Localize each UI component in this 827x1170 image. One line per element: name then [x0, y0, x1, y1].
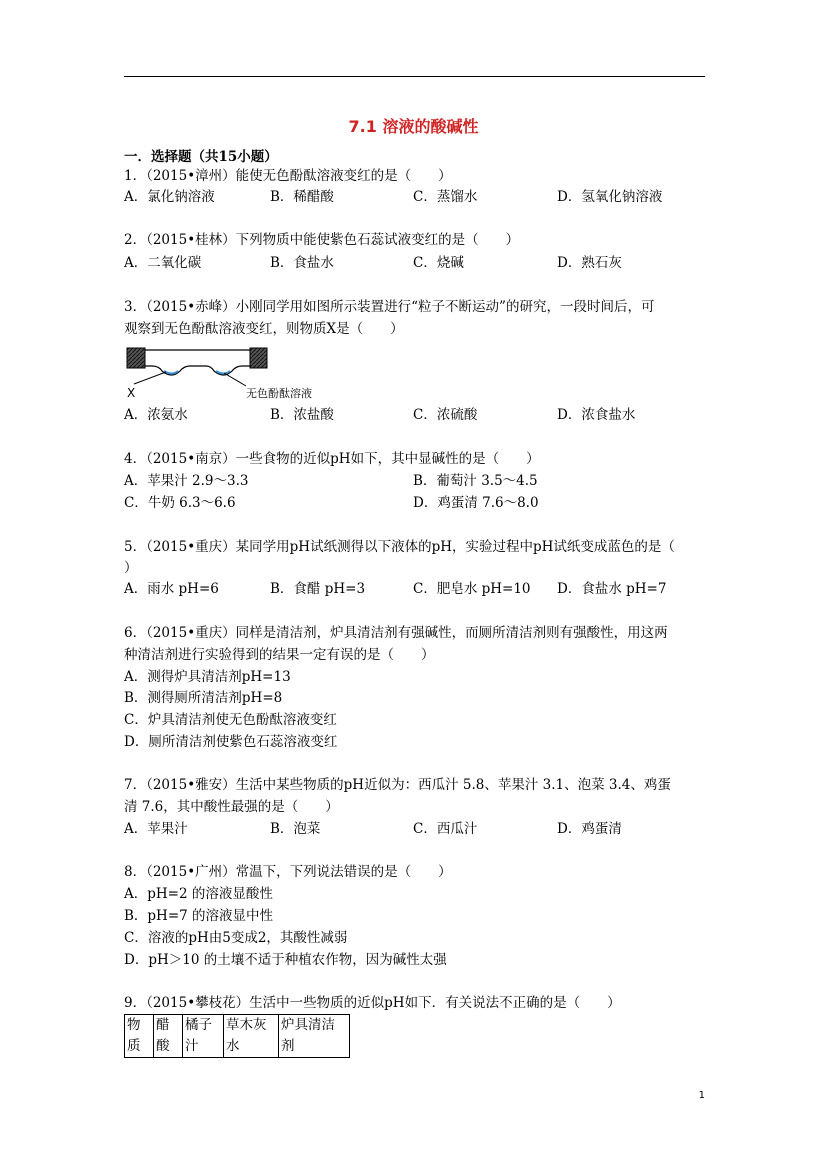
question-6-stem-line-1: 6．（2015•重庆）同样是清洁剂，炉具清洁剂有强碱性，而厕所清洁剂则有强酸性，用这两: [124, 625, 668, 641]
question-9-stem: 9．（2015•攀枝花）生活中一些物质的近似pH如下．有关说法不正确的是（ ）: [124, 995, 621, 1011]
question-2-option-a: A．二氧化碳: [124, 255, 202, 271]
table-cell: 炉具清洁剂: [279, 1015, 350, 1058]
question-6-option-c: C．炉具清洁剂使无色酚酞溶液变红: [124, 712, 337, 728]
x-pointer-line: [134, 372, 166, 384]
question-8-option-d: D．pH＞10 的土壤不适于种植农作物，因为碱性太强: [124, 952, 447, 968]
question-1-stem: 1．（2015•漳州）能使无色酚酞溶液变红的是（ ）: [124, 168, 452, 184]
question-2-stem: 2．（2015•桂林）下列物质中能使紫色石蕊试液变红的是（ ）: [124, 232, 520, 248]
question-1-option-b: B．稀醋酸: [270, 189, 334, 205]
question-4-option-d: D．鸡蛋清 7.6～8.0: [413, 495, 539, 511]
question-1-option-c: C．蒸馏水: [413, 189, 478, 205]
phenolphthalein-liquid-icon: [216, 371, 230, 374]
question-5-stem-line-2: ）: [124, 560, 138, 576]
question-3-stem-line-2: 观察到无色酚酞溶液变红，则物质X是（ ）: [124, 321, 404, 337]
question-2-option-b: B．食盐水: [270, 255, 334, 271]
question-7-option-c: C．西瓜汁: [413, 821, 478, 837]
table-cell: 醋酸: [154, 1015, 183, 1058]
left-stopper-icon: [127, 348, 145, 368]
question-4-option-a: A．苹果汁 2.9～3.3: [124, 473, 249, 489]
question-6-option-b: B．测得厕所清洁剂pH=8: [124, 690, 283, 706]
question-1-option-a: A．氯化钠溶液: [124, 189, 215, 205]
page-title: 7.1 溶液的酸碱性: [348, 117, 479, 136]
x-liquid-icon: [164, 371, 178, 374]
section-heading: 一．选择题（共15小题）: [124, 149, 278, 165]
question-7-option-a: A．苹果汁: [124, 821, 188, 837]
question-3-option-a: A．浓氨水: [124, 407, 188, 423]
question-5-option-b: B．食醋 pH=3: [270, 581, 366, 597]
question-3-apparatus-figure: [124, 345, 339, 401]
question-6-option-a: A．测得炉具清洁剂pH=13: [124, 669, 291, 685]
table-row: [125, 1015, 350, 1058]
right-stopper-icon: [250, 348, 267, 368]
header-rule: [124, 76, 705, 77]
table-cell: 草木灰水: [224, 1015, 279, 1058]
question-3-option-d: D．浓食盐水: [557, 407, 636, 423]
u-tube-icon: [145, 350, 250, 375]
question-5-option-c: C．肥皂水 pH=10: [413, 581, 531, 597]
label-x: X: [127, 386, 136, 400]
question-4-stem: 4．（2015•南京）一些食物的近似pH如下，其中显碱性的是（ ）: [124, 451, 540, 467]
question-4-option-c: C．牛奶 6.3～6.6: [124, 495, 236, 511]
question-3-stem-line-1: 3．（2015•赤峰）小刚同学用如图所示装置进行“粒子不断运动”的研究，一段时间后，可: [124, 299, 655, 315]
question-8-stem: 8．（2015•广州）常温下，下列说法错误的是（ ）: [124, 864, 452, 880]
table-cell: 橘子汁: [183, 1015, 224, 1058]
question-6-stem-line-2: 种清洁剂进行实验得到的结果一定有误的是（ ）: [124, 647, 435, 663]
question-8-option-c: C．溶液的pH由5变成2，其酸性减弱: [124, 930, 348, 946]
question-7-stem-line-1: 7．（2015•雅安）生活中某些物质的pH近似为：西瓜汁 5.8、苹果汁 3.1、泡菜 3.4、鸡蛋: [124, 777, 671, 793]
question-4-option-b: B．葡萄汁 3.5～4.5: [413, 473, 538, 489]
question-7-stem-line-2: 清 7.6，其中酸性最强的是（ ）: [124, 799, 339, 815]
question-7-option-b: B．泡菜: [270, 821, 321, 837]
question-1-option-d: D．氢氧化钠溶液: [557, 189, 663, 205]
question-9-table: [124, 1014, 350, 1058]
question-2-option-d: D．熟石灰: [557, 255, 622, 271]
question-2-option-c: C．烧碱: [413, 255, 464, 271]
question-3-option-c: C．浓硫酸: [413, 407, 478, 423]
question-3-option-b: B．浓盐酸: [270, 407, 334, 423]
question-5-option-d: D．食盐水 pH=7: [557, 581, 667, 597]
question-5-option-a: A．雨水 pH=6: [124, 581, 219, 597]
table-cell: 物质: [125, 1015, 154, 1058]
solution-pointer-line: [224, 373, 246, 386]
question-5-stem-line-1: 5．（2015•重庆）某同学用pH试纸测得以下液体的pH，实验过程中pH试纸变成蓝色的是（: [124, 539, 675, 555]
question-6-option-d: D．厕所清洁剂使紫色石蕊溶液变红: [124, 734, 338, 750]
question-8-option-a: A．pH=2 的溶液显酸性: [124, 886, 273, 902]
question-7-option-d: D．鸡蛋清: [557, 821, 622, 837]
page-number: 1: [698, 1090, 705, 1101]
question-8-option-b: B．pH=7 的溶液显中性: [124, 908, 274, 924]
label-solution: 无色酚酞溶液: [246, 387, 312, 400]
